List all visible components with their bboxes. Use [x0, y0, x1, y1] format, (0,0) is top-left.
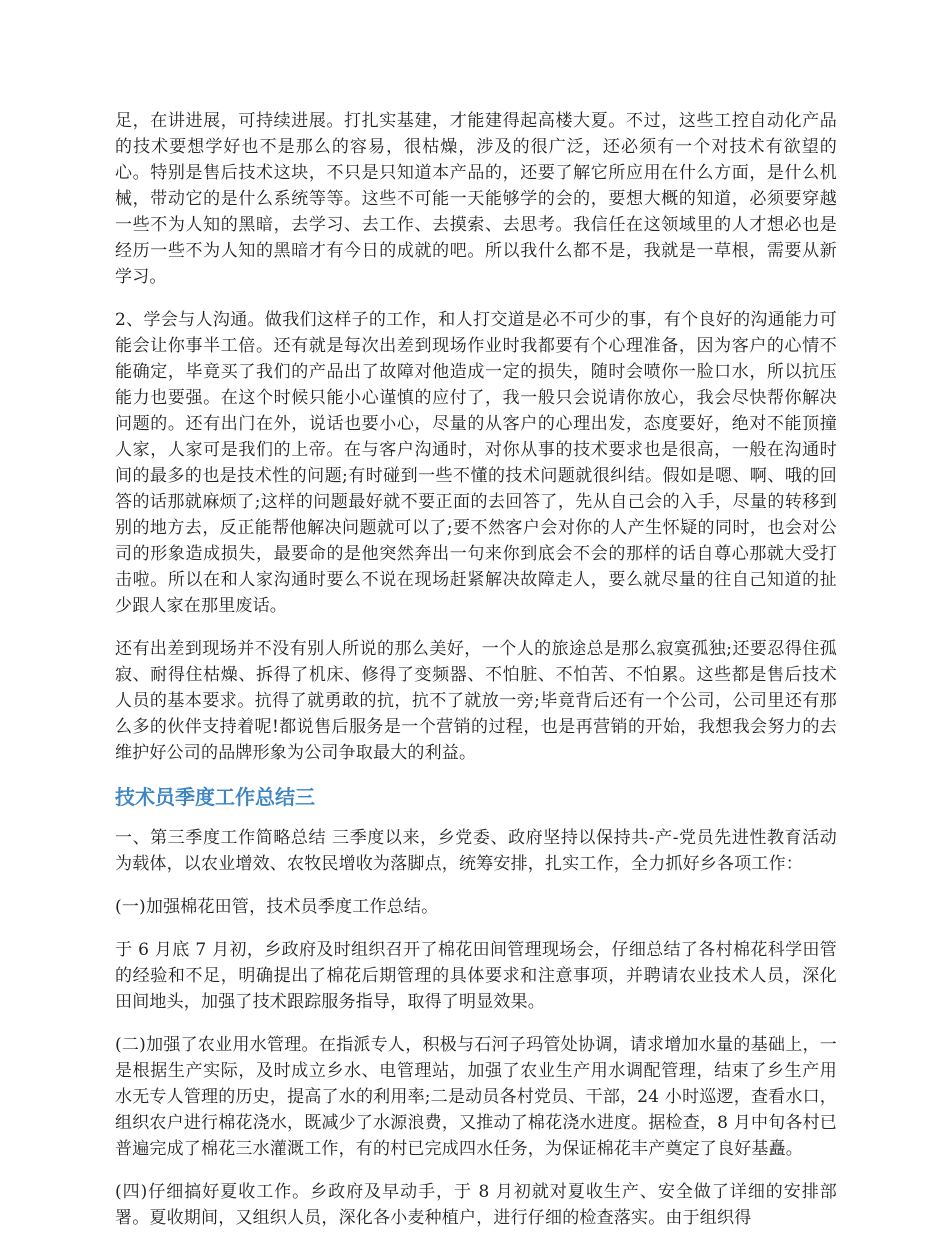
- body-paragraph: 2、学会与人沟通。做我们这样子的工作，和人打交道是必不可少的事，有个良好的沟通能力可能会让你事半工倍。还有就是每次出差到现场作业时我都要有个心理准备，因为客户的心情不能确定，毕竟买了我们的产品出了故障对他造成一定的损失，随时会喷你一脸口水，所以抗压能力也要强。在这个时候只能小心谨慎的应付了，我一般只会说请你放心，我会尽快帮你解决问题的。还有出门在外，说话也要小心，尽量的从客户的心理出发，态度要好，绝对不能顶撞人家，人家可是我们的上帝。在与客户沟通时，对你从事的技术要求也是很高，一般在沟通时间的最多的也是技术性的问题;有时碰到一些不懂的技术问题就很纠结。假如是嗯、啊、哦的回答的话那就麻烦了;这样的问题最好就不要正面的去回答了，先从自己会的入手，尽量的转移到别的地方去，反正能帮他解决问题就可以了;要不然客户会对你的人产生怀疑的同时，也会对公司的形象造成损失，最要命的是他突然奔出一句来你到底会不会的那样的话自尊心那就大受打击啦。所以在和人家沟通时要么不说在现场赶紧解决故障走人，要么就尽量的往自己知道的扯少跟人家在那里废话。: [115, 310, 837, 616]
- body-paragraph: 于 6 月底 7 月初，乡政府及时组织召开了棉花田间管理现场会，仔细总结了各村棉花科学田管的经验和不足，明确提出了棉花后期管理的具体要求和注意事项，并聘请农业技术人员，深化田间地头，加强了技术跟踪服务指导，取得了明显效果。: [115, 940, 837, 1012]
- body-paragraph: (一)加强棉花田管，技术员季度工作总结。: [115, 897, 439, 917]
- body-paragraph: 足，在讲进展，可持续进展。打扎实基建，才能建得起高楼大夏。不过，这些工控自动化产品的技术要想学好也不是那么的容易，很枯燥，涉及的很广泛，还必须有一个对技术有欲望的心。特别是售后技术这块，不只是只知道本产品的，还要了解它所应用在什么方面，是什么机械，带动它的是什么系统等等。这些不可能一天能够学的会的，要想大概的知道，必须要穿越一些不为人知的黑暗，去学习、去工作、去摸索、去思考。我信任在这领域里的人才想必也是经历一些不为人知的黑暗才有今日的成就的吧。所以我什么都不是，我就是一草根，需要从新学习。: [115, 111, 837, 287]
- document-page: [115, 108, 837, 1248]
- body-paragraph: 一、第三季度工作简略总结 三季度以来，乡党委、政府坚持以保持共-产-党员先进性教育活动为载体，以农业增效、农牧民增收为落脚点，统筹安排，扎实工作，全力抓好乡各项工作：: [115, 828, 837, 874]
- body-paragraph: (四)仔细搞好夏收工作。乡政府及早动手，于 8 月初就对夏收生产、安全做了详细的安排部署。夏收期间，又组织人员，深化各小麦种植户，进行仔细的检查落实。由于组织得: [115, 1182, 837, 1228]
- body-paragraph: 还有出差到现场并不没有别人所说的那么美好，一个人的旅途总是那么寂寞孤独;还要忍得住孤寂、耐得住枯燥、拆得了机床、修得了变频器、不怕脏、不怕苦、不怕累。这些都是售后技术人员的基本要求。抗得了就勇敢的抗，抗不了就放一旁;毕竟背后还有一个公司，公司里还有那么多的伙伴支持着呢!都说售后服务是一个营销的过程，也是再营销的开始，我想我会努力的去维护好公司的品牌形象为公司争取最大的利益。: [115, 639, 837, 763]
- section-heading: 技术员季度工作总结三: [115, 785, 315, 809]
- body-paragraph: (二)加强了农业用水管理。在指派专人，积极与石河子玛管处协调，请求增加水量的基础上，一是根据生产实际，及时成立乡水、电管理站，加强了农业生产用水调配管理，结束了乡生产用水无专人管理的历史，提高了水的利用率;二是动员各村党员、干部，24 小时巡逻，查看水口，组织农户进行棉花浇水，既减少了水源浪费，又推动了棉花浇水进度。据检查，8 月中旬各村已普遍完成了棉花三水灌溉工作，有的村已完成四水任务，为保证棉花丰产奠定了良好基矗。: [115, 1035, 837, 1159]
